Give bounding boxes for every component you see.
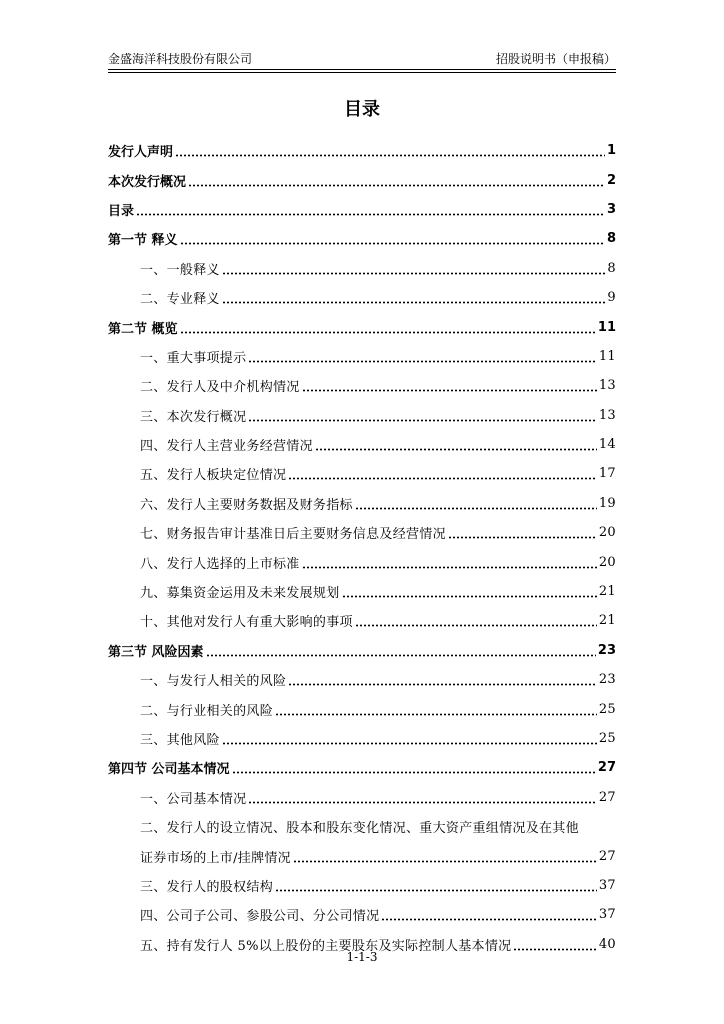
toc-page-number: 23 (598, 672, 616, 688)
toc-page-number: 21 (598, 613, 616, 629)
toc-entry-title: 七、财务报告审计基准日后主要财务信息及经营情况 (140, 527, 446, 543)
toc-subsection-entry[interactable] (108, 694, 616, 723)
toc-leader-dots (293, 852, 597, 863)
table-of-contents (108, 136, 616, 959)
toc-leader-dots (180, 323, 596, 334)
toc-entry-title: 八、发行人选择的上市标准 (140, 556, 300, 572)
toc-subsection-entry[interactable] (108, 401, 616, 430)
toc-leader-dots (180, 234, 605, 245)
company-name: 金盛海洋科技股份有限公司 (108, 52, 253, 66)
toc-section-entry[interactable] (108, 136, 616, 165)
toc-entry-title: 十、其他对发行人有重大影响的事项 (140, 615, 353, 631)
toc-leader-dots (342, 587, 597, 598)
toc-page-number: 25 (598, 731, 616, 746)
toc-entry-continued[interactable] (108, 812, 616, 841)
header-rule-bottom (108, 72, 616, 73)
toc-page-number: 1 (606, 143, 616, 159)
toc-page-number: 13 (598, 378, 616, 394)
toc-entry-title: 二、发行人及中介机构情况 (140, 380, 300, 396)
toc-leader-dots (232, 763, 596, 774)
toc-entry-title: 二、专业释义 (140, 292, 220, 308)
toc-subsection-entry[interactable] (108, 283, 616, 312)
toc-leader-dots (248, 411, 596, 422)
toc-entry-title: 第四节 公司基本情况 (108, 762, 230, 778)
toc-subsection-entry[interactable] (108, 518, 616, 547)
toc-page-number: 9 (607, 290, 616, 306)
toc-entry-title: 四、发行人主营业务经营情况 (140, 439, 313, 455)
toc-subsection-entry[interactable] (108, 547, 616, 576)
toc-section-entry[interactable] (108, 636, 616, 665)
toc-leader-dots (136, 205, 605, 216)
toc-page-number: 8 (607, 260, 616, 276)
toc-page-number: 2 (606, 172, 616, 188)
toc-entry-title: 第一节 释义 (108, 233, 178, 249)
toc-leader-dots (222, 264, 606, 275)
toc-leader-dots (175, 146, 605, 157)
toc-page-number: 17 (598, 466, 616, 482)
toc-entry-title: 发行人声明 (108, 145, 174, 161)
toc-subsection-entry[interactable] (108, 577, 616, 606)
toc-section-entry[interactable] (108, 165, 616, 194)
toc-page-number: 11 (598, 348, 616, 364)
toc-subsection-entry[interactable] (108, 371, 616, 400)
toc-entry-title: 一、公司基本情况 (140, 791, 247, 807)
toc-page-number: 21 (598, 584, 616, 600)
toc-page-number: 11 (597, 319, 616, 335)
toc-leader-dots (302, 381, 597, 392)
toc-subsection-entry[interactable] (108, 841, 616, 870)
toc-entry-title-line1: 二、发行人的设立情况、股本和股东变化情况、重大资产重组情况及在其他 (140, 821, 579, 837)
toc-leader-dots (222, 293, 606, 304)
toc-page-number: 20 (598, 525, 616, 541)
toc-page-number: 27 (598, 848, 616, 864)
toc-page-number: 8 (606, 231, 616, 247)
toc-page-number: 20 (598, 554, 616, 570)
toc-entry-title: 本次发行概况 (108, 174, 187, 190)
toc-leader-dots (222, 734, 597, 745)
toc-entry-title: 一、一般释义 (140, 262, 220, 278)
toc-leader-dots (302, 558, 597, 569)
toc-page-number: 19 (598, 495, 616, 511)
toc-entry-title: 第三节 风险因素 (108, 644, 204, 660)
toc-page-number: 23 (597, 642, 616, 658)
toc-entry-title: 一、重大事项提示 (140, 350, 247, 366)
toc-entry-title: 一、与发行人相关的风险 (140, 674, 287, 690)
toc-leader-dots (288, 469, 597, 480)
toc-subsection-entry[interactable] (108, 871, 616, 900)
toc-entry-title: 五、持有发行人 5%以上股份的主要股东及实际控制人基本情况 (140, 938, 512, 954)
toc-page-number: 40 (598, 936, 616, 952)
toc-leader-dots (315, 440, 597, 451)
toc-page-number: 25 (598, 701, 616, 717)
toc-section-entry[interactable] (108, 195, 616, 224)
toc-page-number: 14 (598, 437, 616, 453)
toc-entry-title: 四、公司子公司、参股公司、分公司情况 (140, 909, 380, 925)
toc-entry-title: 目录 (108, 203, 135, 219)
toc-page-number: 3 (606, 201, 616, 217)
toc-entry-title: 九、募集资金运用及未来发展规划 (140, 586, 340, 602)
toc-leader-dots (448, 528, 597, 539)
toc-subsection-entry[interactable] (108, 342, 616, 371)
toc-leader-dots (355, 616, 597, 627)
toc-subsection-entry[interactable] (108, 430, 616, 459)
toc-leader-dots (355, 499, 597, 510)
toc-section-entry[interactable] (108, 312, 616, 341)
toc-entry-title: 二、与行业相关的风险 (140, 703, 274, 719)
page-title: 目录 (344, 99, 380, 120)
toc-leader-dots (248, 793, 596, 804)
toc-entry-title: 证券市场的上市/挂牌情况 (140, 850, 291, 866)
toc-subsection-entry[interactable] (108, 459, 616, 488)
toc-subsection-entry[interactable] (108, 783, 616, 812)
document-type: 招股说明书（申报稿） (495, 52, 616, 66)
toc-entry-title: 三、本次发行概况 (140, 409, 247, 425)
toc-entry-title: 五、发行人板块定位情况 (140, 468, 287, 484)
toc-leader-dots (248, 352, 596, 363)
toc-leader-dots (275, 881, 597, 892)
toc-leader-dots (206, 646, 596, 657)
toc-leader-dots (288, 675, 597, 686)
toc-section-entry[interactable] (108, 753, 616, 782)
toc-page-number: 37 (598, 907, 616, 923)
toc-leader-dots (381, 910, 596, 921)
toc-subsection-entry[interactable] (108, 665, 616, 694)
toc-subsection-entry[interactable] (108, 254, 616, 283)
page-header (108, 50, 616, 68)
header-rule-top (108, 69, 616, 70)
toc-page-number: 13 (598, 407, 616, 423)
toc-subsection-entry[interactable] (108, 606, 616, 635)
toc-subsection-entry[interactable] (108, 489, 616, 518)
toc-subsection-entry[interactable] (108, 900, 616, 929)
toc-entry-title: 六、发行人主要财务数据及财务指标 (140, 497, 353, 513)
toc-leader-dots (188, 176, 605, 187)
toc-leader-dots (275, 705, 597, 716)
toc-page-number: 27 (597, 760, 616, 776)
toc-section-entry[interactable] (108, 224, 616, 253)
page-number: 1-1-3 (346, 950, 378, 964)
toc-subsection-entry[interactable] (108, 724, 616, 753)
toc-entry-title: 三、其他风险 (140, 733, 220, 748)
toc-page-number: 37 (598, 877, 616, 893)
toc-page-number: 27 (598, 789, 616, 805)
toc-entry-title: 三、发行人的股权结构 (140, 879, 274, 895)
toc-entry-title: 第二节 概览 (108, 321, 178, 337)
